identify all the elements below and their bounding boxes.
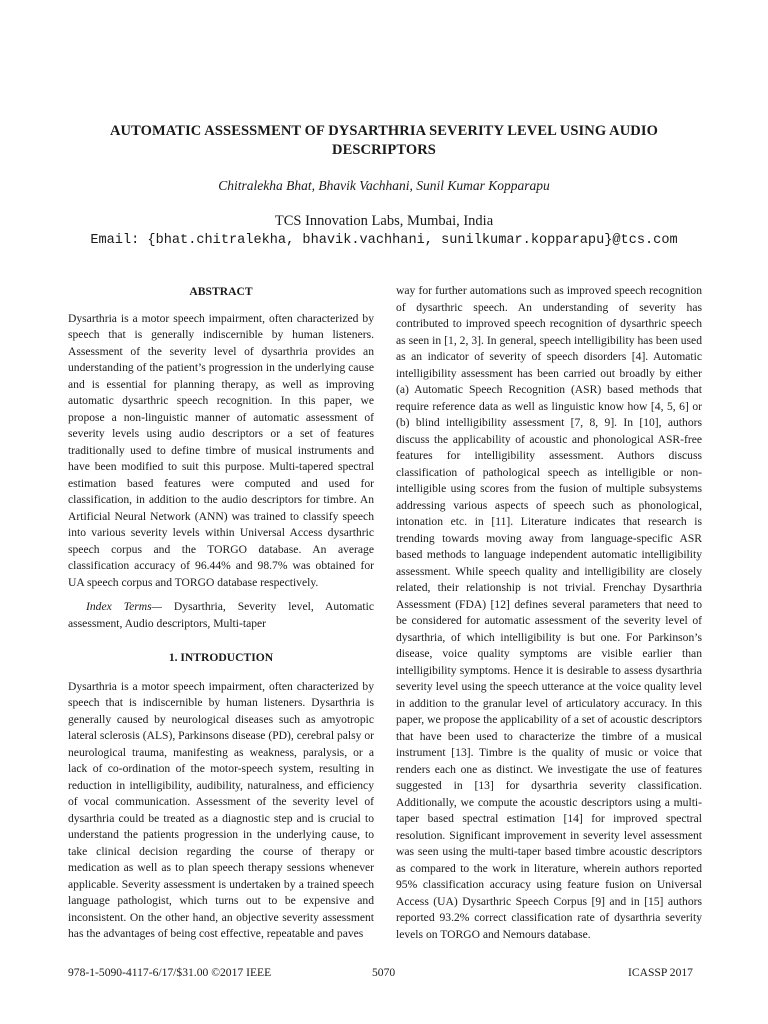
footer-isbn-copyright: 978-1-5090-4117-6/17/$31.00 ©2017 IEEE [68,966,272,979]
index-terms-list: Dysarthria, Severity level, Automatic assessment, Audio descriptors, Multi-taper [68,600,374,630]
right-column [396,283,702,943]
abstract-heading: ABSTRACT [189,285,253,298]
introduction-text-right: way for further automations such as improved speech recognition of dysarthric speech. An understanding of severity has contributed to improved speech recognition of dysarthric speech as seen in [1, 2, 3]. In general, speech intelligibility has been used as an indicator of severity of speech disorders [4]. Automatic intelligibility assessment has been carried out broadly by either (a) Automatic Speech Recognition (ASR) based methods that require reference data as well as linguistic know how [4, 5, 6] or (b) blind intelligibility assessment [7, 8, 9]. In [10], authors discuss the applicability of acoustic and phonological ASR-free features for intelligibility assessment. Authors discuss classification of pathological speech as intelligible or non-intelligible using scores from the fusion of multiple subsystems addressing various aspects of speech such as phonological, intonation etc. in [11]. Literature indicates that research is trending towards moving away from language-specific ASR based methods to language independent automatic intelligibility assessment. While speech quality and intelligibility are closely related, their relationship is not trivial. Frenchay Dysarthria Assessment (FDA) [12] defines several parameters that need to be considered for automatic assessment of the severity level of dysarthria, of which intelligibility is but one. For Parkinson’s disease, voice quality symptoms are visible earlier than intelligibility symptoms. Hence it is desirable to assess dysarthria severity level using the speech utterance at the voice quality level in addition to the granular level of articulatory accuracy. In this paper, we propose the applicability of a set of acoustic descriptors that have been used to characterize the timbre of a musical instrument [13]. Timbre is the quality of music or voice that renders each one as distinct. We investigate the use of features suggested in [13] for dysarthria severity classification. Additionally, we compute the acoustic descriptors using a multi-taper based spectral estimation [14] for improved spectral resolution. Significant improvement in severity level assessment was seen using the multi-taper based timbre acoustic descriptors as compared to the work in literature, wherein authors reported 95% classification accuracy using feature fusion on Universal Access (UA) Dysarthric Speech Corpus [9] and in [15] authors reported 93.2% correct classification rate of dysarthria severity levels on TORGO and Nemours database. [396,284,702,941]
author-emails: Email: {bhat.chitralekha, bhavik.vachhani, sunilkumar.kopparapu}@tcs.com [90,233,678,248]
paper-title: AUTOMATIC ASSESSMENT OF DYSARTHRIA SEVERITY LEVEL USING AUDIO DESCRIPTORS [109,123,658,158]
introduction-heading: 1. INTRODUCTION [168,651,274,664]
index-terms-label: Index Terms— [86,600,162,613]
affiliation: TCS Innovation Labs, Mumbai, India [274,213,494,229]
conference-name: ICASSP 2017 [628,966,693,979]
page-number: 5070 [372,966,396,979]
abstract-text: Dysarthria is a motor speech impairment, often characterized by speech that is generally indiscernible by human listeners. Assessment of the severity level of dysarthria provides an understanding of the patient’s progression in the underlying cause and is essential for planning therapy, as well as improving automatic dysarthric speech recognition. In this paper, we propose a non-linguistic manner of automatic assessment of severity levels using audio descriptors or a set of features traditionally used to define timbre of musical instruments and have been modified to suit this purpose. Multi-tapered spectral estimation based features were computed and used for classification, in addition to the audio descriptors for timbre. An Artificial Neural Network (ANN) was trained to classify speech into various severity levels within Universal Access dysarthric speech corpus and the TORGO database. An average classification accuracy of 96.44% and 98.7% was obtained for UA speech corpus and TORGO database respectively. [68,311,374,589]
introduction-text-left: Dysarthria is a motor speech impairment, often characterized by speech that is indiscernible by human listeners. Dysarthria is generally caused by neurological diseases such as amyotropic lateral sclerosis (ALS), Parkinsons disease (PD), cerebral palsy or neurological trauma, manifesting as weakness, paralysis, or a lack of co-ordination of the motor-speech system, resulting in reduction in intelligibility, audibility, naturalness, and efficiency of vocal communication. Assessment of the severity level of dysarthria could be treated as a diagnostic step and is crucial to understand the patients progression in the underlying cause, to take clinical decision regarding the course of therapy or medication as well as to plan speech therapy sessions whenever applicable. Severity assessment is undertaken by a trained speech language pathologist, which turns out to be expensive and inconsistent. On the other hand, an objective severity assessment has the advantages of being cost effective, repeatable and paves [68,679,374,940]
left-column [68,284,374,943]
index-terms [68,599,374,632]
author-list: Chitralekha Bhat, Bhavik Vachhani, Sunil Kumar Kopparapu [218,178,550,193]
